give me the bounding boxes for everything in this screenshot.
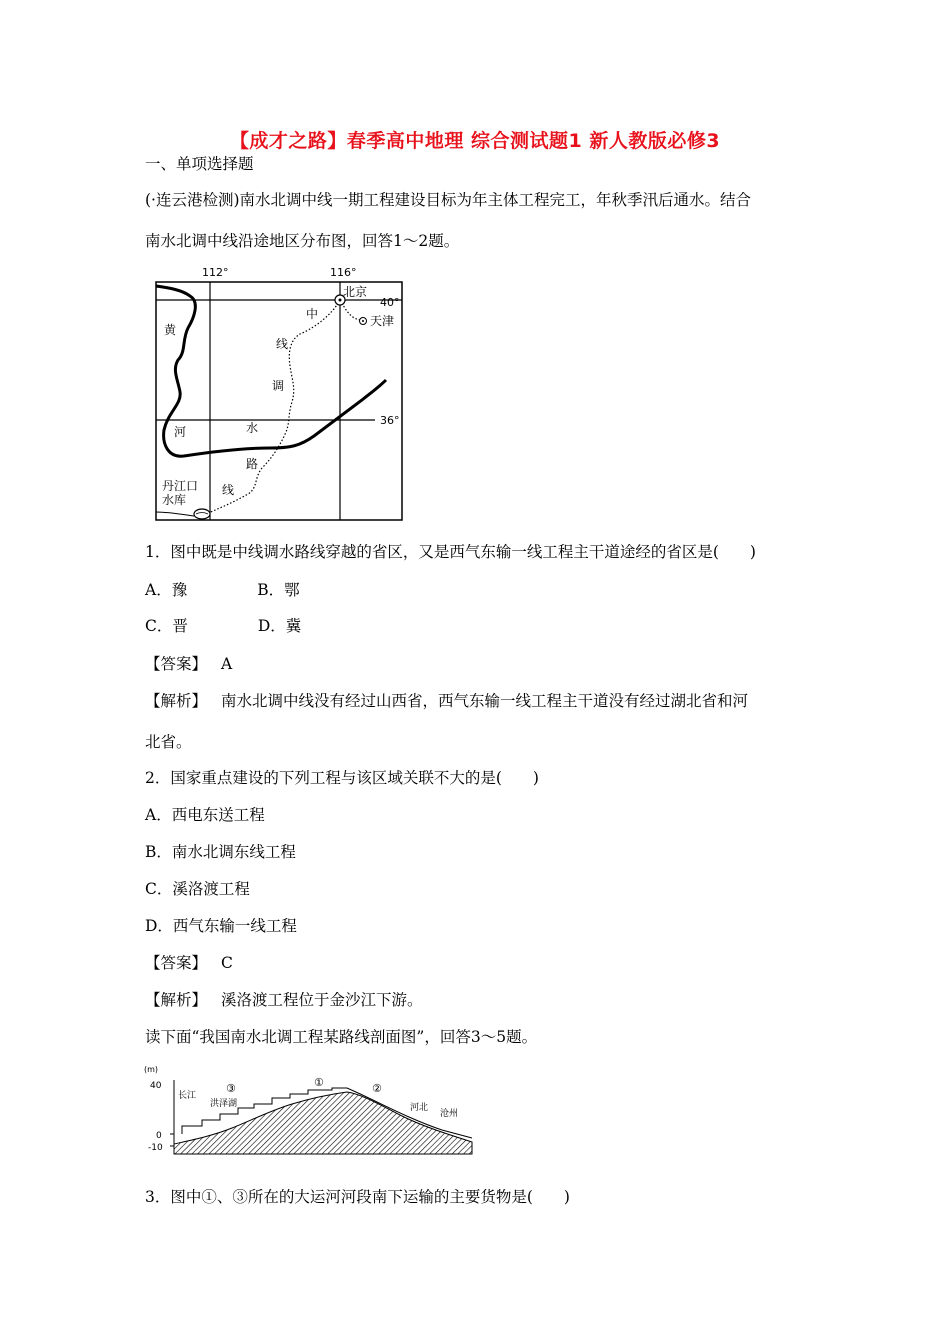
q3-stem: 3．图中①、③所在的大运河河段南下运输的主要货物是( ) [145,1188,570,1206]
q2-analysis-label: 【解析】 [145,991,208,1009]
route-char-3: 调 [272,379,285,393]
route-char-2: 线 [276,337,289,351]
q2-analysis-text: 溪洛渡工程位于金沙江下游。 [221,991,423,1009]
q1-option-b: B．鄂 [257,581,300,599]
tianjin-label: 天津 [370,314,395,328]
q2-option-d: D．西气东输一线工程 [145,917,297,935]
lon-label-112: 112° [202,266,229,279]
q1-analysis-label: 【解析】 [145,692,208,710]
intro-line-2: 南水北调中线沿途地区分布图，回答1～2题。 [145,232,460,250]
lat-label-36: 36° [380,414,400,427]
intro-2: 读下面“我国南水北调工程某路线剖面图”，回答3～5题。 [145,1028,538,1046]
q1-option-a: A．豫 [145,581,188,599]
q1-answer-value: A [221,655,233,673]
reservoir-label-2: 水库 [162,493,187,507]
yellow-river-line [156,286,386,456]
q2-option-b: B．南水北调东线工程 [145,843,296,861]
profile-label-hongze: 洪泽湖 [210,1099,238,1109]
profile-circle-2: ② [372,1082,382,1095]
profile-y-tick-0: 0 [156,1131,162,1141]
q1-option-c: C．晋 [145,617,188,635]
q1-analysis-line-2: 北省。 [145,733,192,751]
route-char-6: 线 [222,483,235,497]
profile-circle-1: ① [314,1076,324,1089]
profile-label-cangzhou: 沧州 [440,1109,459,1119]
profile-label-hebei: 河北 [410,1103,429,1113]
middle-route-line [206,300,340,514]
profile-unit: (m) [144,1065,159,1074]
beijing-label: 北京 [343,285,368,299]
q1-analysis-text-1: 南水北调中线没有经过山西省，西气东输一线工程主干道没有经过湖北省和河 [221,692,749,710]
q2-answer-label: 【答案】 [145,954,208,972]
profile-y-tick-neg10: -10 [148,1143,163,1153]
q2-answer [145,951,233,973]
lon-label-116: 116° [330,266,357,279]
intro-line-1: (·连云港检测)南水北调中线一期工程建设目标为年主体工程完工，年秋季汛后通水。结合 [145,191,752,209]
tianjin-marker-dot [362,320,364,322]
profile-circle-3: ③ [226,1082,236,1095]
q1-stem: 1．图中既是中线调水路线穿越的省区，又是西气东输一线工程主干道途经的省区是( ) [145,543,756,561]
lat-label-40: 40° [380,296,400,309]
section-heading: 一、单项选择题 [145,155,254,173]
q1-answer [145,652,232,674]
route-char-5: 路 [246,457,259,471]
profile-changjiang-text: 长江 [178,1091,197,1101]
route-map-figure [150,262,410,524]
route-char-1: 中 [306,307,319,321]
profile-label-changjiang [178,1090,196,1101]
q1-options-row-2 [145,614,301,636]
q1-analysis-line-1 [145,689,748,711]
route-char-4: 水 [246,421,259,435]
beijing-marker-dot [339,299,342,302]
river-char-huang: 黄 [164,323,177,337]
q2-option-a: A．西电东送工程 [145,806,265,824]
q1-option-d: D．冀 [257,617,302,635]
document-title: 【成才之路】春季高中地理 综合测试题1 新人教版必修3 [229,130,721,152]
reservoir-label-1: 丹江口 [162,479,199,493]
q2-option-c: C．溪洛渡工程 [145,880,250,898]
q2-stem: 2．国家重点建设的下列工程与该区域关联不大的是( ) [145,769,539,787]
q1-answer-label: 【答案】 [145,655,208,673]
route-profile-figure [142,1062,482,1162]
river-char-he: 河 [174,425,187,439]
q2-answer-value: C [221,954,233,972]
q1-options-row-1 [145,578,300,600]
han-river-line [156,512,194,516]
profile-y-tick-40: 40 [150,1081,162,1091]
q2-analysis [145,988,423,1010]
